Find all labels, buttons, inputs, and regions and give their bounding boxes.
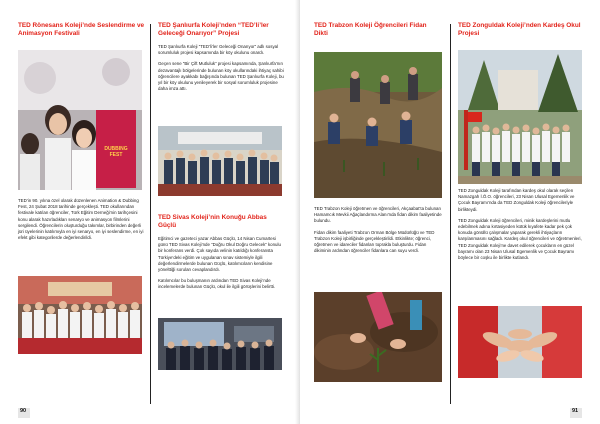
column-sanliurfa [158, 22, 286, 97]
photo-zonguldak-group [458, 50, 582, 184]
column-divider-right [450, 24, 451, 404]
article-body-zonguldak-1: TED Zonguldak Koleji tarafından kardeş okul olarak seçilen Namazgah İ.Ö.O. öğrencileri, 23 Nisan Ulusal Egemenlik ve Çocuk Bayramı’nda da TED Zonguldak Koleji öğrencileriyle birlikteydi. [458, 188, 575, 212]
column-trabzon [314, 22, 442, 44]
column-divider [150, 24, 151, 404]
photo-trabzon-soil-image [314, 292, 442, 382]
article-title-zonguldak: TED Zonguldak Koleji’nden Kardeş Okul Projesi [458, 22, 581, 37]
article-body-sanliurfa-1: TED Şanlıurfa Koleji “TED’li’ler Geleceği Onarıyor” adlı sosyal sorumluluk projesi kapsamında bir köy okulunu onardı. [158, 44, 279, 56]
article-title-ronesans: TED Rönesans Koleji’nde Seslendirme ve Animasyon Festivali [18, 22, 145, 37]
dubbing-fest-banner-text: DUBBING FEST [104, 146, 128, 158]
photo-zonguldak-hands [458, 306, 582, 378]
photo-trabzon-planting-image [314, 52, 442, 198]
column-zonguldak [458, 22, 586, 44]
photo-dubbing-fest-image [18, 50, 142, 190]
article-title-trabzon: TED Trabzon Koleji Öğrencileri Fidan Dikti [314, 22, 427, 37]
article-title-sanliurfa: TED Şanlıurfa Koleji’nden “TED’li’ler Geleceği Onarıyor” Projesi [158, 22, 269, 37]
article-body-trabzon-1: TED Trabzon Koleji öğretmen ve öğrencileri, Akçaabat’ta bulunan Hamamcık Mevkii Ağaçlandırma Alanı’nda fidan dikim faaliyetinde bulundu. [314, 206, 442, 224]
photo-sivas-conference [158, 318, 282, 370]
article-title-sivas: TED Sivas Koleji’nin Konuğu Abbas Güçlü [158, 214, 267, 229]
column-zonguldak-body [458, 188, 586, 266]
photo-sanliurfa-school-image [158, 126, 282, 196]
article-body-ronesans: TED’in 90. yılına özel olarak düzenlenen Animation & Dubbing Fest, 24 Şubat 2018 tarihinde gerçekleşti. TED okullarından festivale katılan öğrenciler, Türk Eğitim Derneği’nin tarihçesini konu alarak hazırladıkları senaryo ve animasyon filmlerini sergilendi. Öğrencilerin oluşturduğu takımlar, birbirinden değerli jüri üyelerinin katılımıyla en iyi senaryo, en iyi seslendirme, en iyi efekt gibi kategorilerde değerlendirildi. [18, 198, 144, 241]
column-ronesans [18, 22, 146, 44]
photo-dubbing-fest [18, 50, 142, 190]
page-number-left: 90 [20, 408, 27, 414]
page-number-right: 91 [572, 408, 579, 414]
article-body-sanliurfa-2: Geçen sene “Bir Çift Mutluluk” projesi kapsamında, Şanlıurfa’nın dezavantajlı bölgelerinde bulunan köy okullarındaki ihtiyaç sahibi öğrencilere ayakkabı bağışında bulunan TED Şanlıurfa Koleji, bu yıl bir köy okulunu yenileyerek bir sosyal sorumluluk projesine daha imza attı. [158, 61, 284, 92]
photo-zonguldak-group-image [458, 50, 582, 184]
photo-festival-group-image [18, 276, 142, 354]
column-ronesans-body [18, 198, 146, 246]
photo-sivas-conference-image [158, 318, 282, 370]
article-body-sivas-2: Katılımcılar bu buluşmanın ardından TED Sivas Koleji’nde incelemelerde bulunan Güçlü, okul ile ilgili görüşlerini belirtti. [158, 278, 276, 290]
photo-zonguldak-hands-image [458, 306, 582, 378]
photo-sanliurfa-school [158, 126, 282, 196]
photo-festival-group [18, 276, 142, 354]
right-page [300, 0, 600, 424]
article-body-sivas-1: Eğitimci ve gazeteci yazar Abbas Güçlü, 14 Nisan Cumartesi günü TED Sivas Koleji’nde “Doğru Okul Doğru Gelecek” konulu bir konferans verdi. Çok sayıda velinin katıldığı konferansta Türkiye’deki eğitim ve uygulanan sınav sistemiyle ilgili değerlendirmelerde bulunan Güçlü, katılımcıların kendisine yönelttiği soruları cevaplandırdı. [158, 236, 281, 273]
article-body-trabzon-2: Fidan dikim faaliyeti Trabzon Orman Bölge Müdürlüğü ve TED Trabzon Koleji işbirliğinde gerçekleştirildi. Etkinlikte; öğrenci, öğretmen ve idareciler fidanları toprakla buluşturdu. Fidan dikiminin ardından öğrenciler fidanlara can suyu verdi. [314, 229, 435, 254]
column-trabzon-body [314, 206, 442, 259]
photo-trabzon-planting [314, 52, 442, 198]
photo-trabzon-soil [314, 292, 442, 382]
article-body-zonguldak-2: TED Zonguldak Koleji öğrencileri, minik kardeşlerini mutlu edebilmek adına kırtasiyeden kütük kıyafete kadar pek çok konuda gönüllü çalışmalar yaparak gerekli ihtiyaçların karşılanmasını sağladı. Kardeş okul öğrencileri ve öğretmenleri, TED Zonguldak Koleji’ne davet edilerek çocukların en güzel bayramı olan 23 Nisan Ulusal Egemenlik ve Çocuk Bayramı böylece bir coşku ile birlikte kutlandı. [458, 217, 582, 261]
column-sivas [158, 214, 286, 296]
